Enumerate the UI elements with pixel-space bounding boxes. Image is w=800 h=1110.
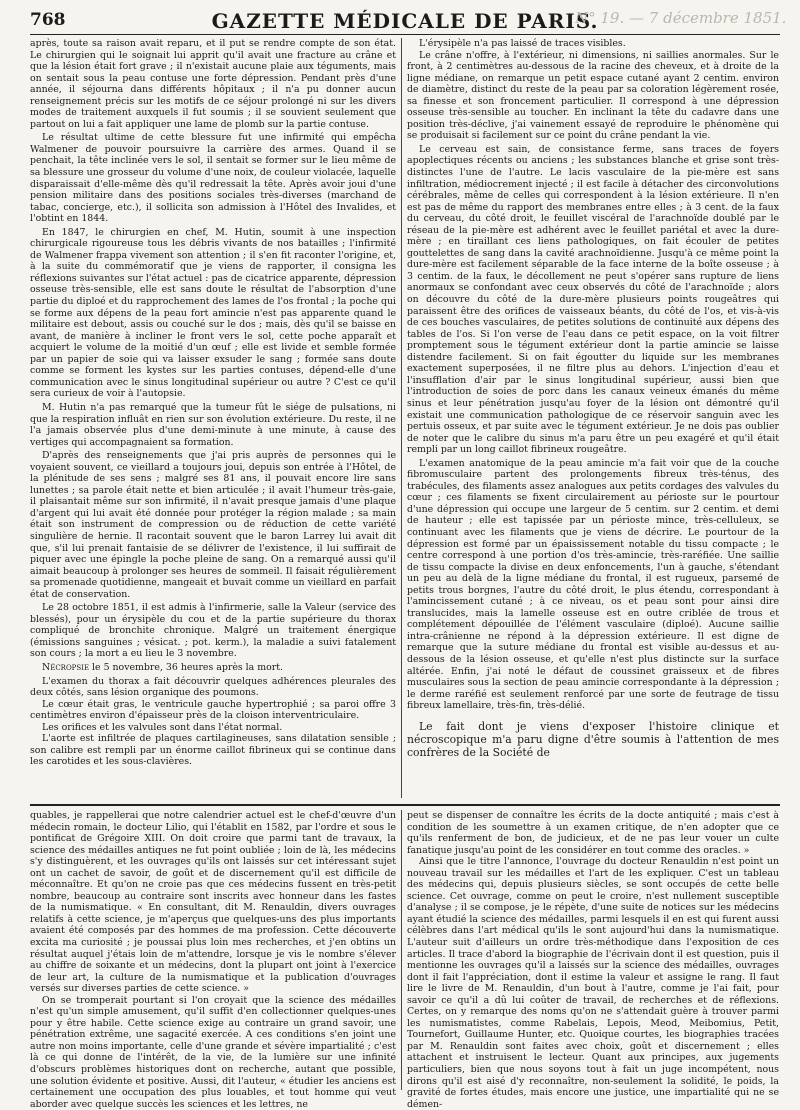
paragraph: L'aorte est infiltrée de plaques cartilagineuses, sans dilatation sensible ; son calibre est rempli par un énorme caillot fibrineux qui se continue dans les carotides et les sous-clavières. [30, 733, 396, 768]
paragraph: L'érysipèle n'a pas laissé de traces visibles. [419, 38, 626, 49]
column-divider [401, 38, 402, 798]
paragraph: Les orifices et les valvules sont dans l'état normal. [42, 721, 283, 733]
paragraph: On se tromperait pourtant si l'on croyait que la science des médailles n'est qu'un simple amusement, qu'il suffit d'en collectionner quelques-unes pour y être habile. Cette science exige au contraire un grand savoir, une pénétration extrême, une sagacité exercée. A ces conditions s'en joint une autre non moins importante, celle d'une grande et sévère impartialité ; c'est là ce qui donne de l'intérêt, de la vie, de la lumière sur une infinité d'obscurs problèmes historiques dont on recherche, autant que possible, une solution évidente et positive. Aussi, dit l'auteur, « étudier les anciens est certainement une occupation des plus louables, et tout homme qui veut aborder avec quelque succès les sciences et les lettres, ne [30, 994, 396, 1110]
paragraph: D'après des renseignements que j'ai pris auprès de personnes qui le voyaient souvent, ce vieillard a toujours joui, depuis son entrée à l'Hôtel, de la plénitude de ses sens ; malgré ses 81 ans, il pouvait encore lire sans lunettes ; sa parole était nette et bien articulée ; il avait l'humeur très-gaie, il plaisantait même sur son infirmité, il n'avait presque jamais d'une plaque d'argent qui lui avait été donnée pour protéger la région malade ; sa main était son instrument de compression ou de réduction de cette variété singulière de hernie. Il racontait souvent que le baron Larrey lui avait dit que, s'il lui prenait fantaisie de se délivrer de l'existence, il lui suffirait de piquer avec une épingle la poche pleine de sang. On a remarqué aussi qu'il aimait beaucoup à prolonger ses heures de sommeil. Il faisait régulièrement sa promenade quotidienne, mangeait et buvait comme un vieillard en parfait état de conservation. [30, 450, 396, 600]
paragraph: Le cœur était gras, le ventricule gauche hypertrophié ; sa paroi offre 3 centimètres environ d'épaisseur près de la cloison interventriculaire. [30, 698, 396, 722]
column-divider [401, 810, 402, 1090]
bottom-right-column [407, 810, 779, 1110]
paragraph: En 1847, le chirurgien en chef, M. Hutin, soumit à une inspection chirurgicale rigoureuse tous les débris vivants de nos batailles ; l'infirmité de Walmener frappa vivement son attention ; il s'en fit raconter l'origine, et, à la suite du commémoratif que je viens de rapporter, il consigna les réflexions suivantes sur l'état actuel : pas de cicatrice apparente, dépression osseuse très-sensible, elle est sans doute le résultat de l'absorption d'une partie du diploé et du rapprochement des lames de l'os frontal ; la poche qui se forme aux dépens de la peau fort amincie n'est pas apparente quand le militaire est debout, assis ou couché sur le dos ; mais, dès qu'il se baisse en avant, de manière à incliner le front vers le sol, cette poche apparaît et acquiert le volume de la moitié d'un œuf ; elle est livide et semble formée par un papier de soie qui va laisser exsuder le sang ; formée sans doute comme se forment les kystes sur les parties contuses, dépend-elle d'une communication avec le sinus longitudinal supérieur ou autre ? C'est ce qu'il sera curieux de voir à l'autopsie. [30, 226, 396, 400]
paragraph: Le fait dont je viens d'exposer l'histoire clinique et nécroscopique m'a paru digne d'être soumis à l'attention de mes confrères de la Société de [407, 719, 779, 759]
paragraph: M. Hutin n'a pas remarqué que la tumeur fût le siége de pulsations, ni que la respiration influât en rien sur son évolution extérieure. Du reste, il ne l'a jamais observée plus d'une demi-minute à une minute, à cause des vertiges qui accompagnaient sa formation. [30, 401, 396, 448]
top-right-column [407, 38, 779, 800]
bleed-through-text: N° 19. — 7 décembre 1851. [575, 9, 787, 27]
necropsy-text: le 5 novembre, 36 heures après la mort. [89, 661, 284, 673]
section-divider [30, 804, 780, 806]
paragraph: Le 28 octobre 1851, il est admis à l'infirmerie, salle la Valeur (service des blessés), pour un érysipèle du cou et de la partie supérieure du thorax compliqué de bronchite chronique. Malgré un traitement énergique (émissions sanguines ; vésicat. ; pot. kerm.), la maladie a suivi fatalement son cours ; la mort a eu lieu le 3 novembre. [30, 602, 396, 660]
paragraph: Le résultat ultime de cette blessure fut une infirmité qui empêcha Walmener de pouvoir poursuivre la carrière des armes. Quand il se penchait, la tête inclinée vers le sol, il sentait se former sur le lieu même de sa blessure une grosseur du volume d'une noix, de couleur violacée, laquelle disparaissait d'elle-même dès qu'il redressait la tête. Après avoir joui d'une pension militaire dans des positions sociales très-diverses (marchand de tabac, concierge, etc.), il sollicita son admission à l'Hôtel des Invalides, et l'obtint en 1844. [30, 132, 396, 225]
necropsy-label: Nécropsie [42, 661, 90, 673]
journal-title: GAZETTE MÉDICALE DE PARIS. [211, 9, 599, 33]
paragraph: après, toute sa raison avait reparu, et il put se rendre compte de son état. Le chirurgien qui le soignait lui apprit qu'il avait une fracture au crâne et que la lésion était fort grave ; il n'existait aucune plaie aux téguments, mais on sentait sous la peau contuse une forte dépression. Pendant près d'une année, il séjourna dans différents hôpitaux ; il n'a pu donner aucun renseignement précis sur les motifs de ce séjour prolongé ni sur les divers modes de traitement auxquels il fut soumis ; il se souvient seulement que partout on lui a fait appliquer une lame de plomb sur la partie contuse. [30, 38, 396, 130]
paragraph: L'examen du thorax a fait découvrir quelques adhérences pleurales des deux côtés, sans lésion organique des poumons. [30, 675, 396, 699]
paragraph: Le cerveau est sain, de consistance ferme, sans traces de foyers apoplectiques récents ou anciens ; les substances blanche et grise sont très-distinctes l'une de l'autre. Le lacis vasculaire de la pie-mère est sans infiltration, médiocrement injecté ; il est facile à détacher des circonvolutions cérébrales, même de celles qui correspondent à la lésion extérieure. Il n'en est pas de même du rapport des membranes entre elles ; à 3 cent. de la faux du cerveau, du côté droit, le feuillet viscéral de l'arachnoïde doublé par le réseau de la pie-mère est adhérent avec le feuillet pariétal et avec la dure-mère ; en tiraillant ces liens pathologiques, on fait écouler de petites gouttelettes de sang dans la cavité arachnoïdienne. Jusqu'à ce même point la dure-mère est facilement séparable de la face interne de la boîte osseuse ; à 3 centim. de la faux, le décollement ne peut s'opérer sans rupture de liens anormaux se confondant avec ceux observés du côté de l'arachnoïde ; alors on découvre du côté de la dure-mère plusieurs points rougeâtres qui paraissent être des orifices de vaisseaux béants, du côté de l'os, et vis-à-vis de ces bouches vasculaires, de petites solutions de continuité aux dépens des tables de l'os. Si l'on verse de l'eau dans ce petit espace, on la voit filtrer promptement sous le tégument extérieur dont la partie amincie se laisse distendre facilement. Si on fait égoutter du liquide sur les membranes exactement superposées, il ne filtre plus au dehors. L'injection d'eau et l'insufflation d'air par le sinus longitudinal supérieur, aussi bien que l'introduction de soies de porc dans les canaux veineux émanés du même sinus et leur pénétration jusqu'au foyer de la lésion ont démontré qu'il existait une communication pathologique de ce réservoir sanguin avec les pertuis osseux, et par suite avec le tégument extérieur. Je ne dois pas oublier de noter que le calibre du sinus m'a paru être un peu exagéré et qu'il était rempli par un long caillot fibrineux rougeâtre. [407, 143, 779, 456]
paragraph: peut se dispenser de connaître les écrits de la docte antiquité ; mais c'est à condition de les soumettre à un examen critique, de n'en adopter que ce qu'ils renferment de bon, de judicieux, et de ne pas leur vouer un culte fanatique jusqu'au point de les considérer en tout comme des oracles. » [407, 810, 779, 856]
necropsy-line [30, 662, 396, 674]
paragraph: quables, je rappellerai que notre calendrier actuel est le chef-d'œuvre d'un médecin romain, le docteur Lilio, qui l'établit en 1582, par l'ordre et sous le pontificat de Grégoire XIII. On doit croire que parmi tant de travaux, la science des médailles antiques ne fut point oubliée ; loin de là, les médecins s'y distinguèrent, et les ouvrages qu'ils ont laissés sur cet intéressant sujet ont un cachet de savoir, de goût et de discernement qu'il est difficile de méconnaître. Et qu'on ne croie pas que ces médecins fussent en très-petit nombre, beaucoup au contraire sont inscrits avec honneur dans les fastes de la numismatique. « En consultant, dit M. Renauldin, divers ouvrages relatifs à cette science, je m'aperçus que quelques-uns des plus importants avaient été composés par des hommes de ma profession. Cette découverte excita ma curiosité ; je poussai plus loin mes recherches, et j'en obtins un résultat auquel j'étais loin de m'attendre, lorsque je vis le nombre s'élever au chiffre de soixante et un médecins, dont la plupart ont joint à l'exercice de leur art, la culture de la numismatique et la publication d'ouvrages versés sur diverses parties de cette science. » [30, 810, 396, 995]
page-header [30, 8, 787, 35]
paragraph: Le crâne n'offre, à l'extérieur, ni dimensions, ni saillies anormales. Sur le front, à 2 centimètres au-dessous de la racine des cheveux, et à droite de la ligne médiane, on remarque un petit espace cutané ayant 2 centim. environ de diamètre, distinct du reste de la peau par sa coloration légèrement rosée, sa finesse et son froncement particulier. Il correspond à une dépression osseuse très-sensible au toucher. En inclinant la tête du cadavre dans une position très-déclive, j'ai vainement essayé de reproduire le phénomène qui se produisait si facilement sur ce point du crâne pendant la vie. [407, 49, 779, 142]
top-left-column [30, 38, 396, 800]
paragraph: Ainsi que le titre l'annonce, l'ouvrage du docteur Renauldin n'est point un nouveau travail sur les médailles et l'art de les expliquer. C'est un tableau des médecins qui, depuis plusieurs siècles, se sont occupés de cette belle science. Cet ouvrage, comme on peut le croire, n'est nullement susceptible d'analyse ; il se compose, je le répète, d'une suite de notices sur les médecins ayant étudié la science des médailles, parmi lesquels il en est qui furent aussi célèbres dans l'art médical qu'ils le sont aujourd'hui dans la numismatique. L'auteur suit d'ailleurs un ordre très-méthodique dans l'exposition de ces articles. Il trace d'abord la biographie de l'écrivain dont il est question, puis il mentionne les ouvrages qu'il a laissés sur la science des médailles, ouvrages dont il fait l'appréciation, dont il estime la valeur et assigne le rang. Il faut lire le livre de M. Renauldin, d'un bout à l'autre, comme je l'ai fait, pour savoir ce qu'il a dû lui coûter de travail, de recherches et de réflexions. Certes, on y remarque des noms qu'on ne s'attendait guère à trouver parmi les numismatistes, comme Rabelais, Lepois, Meod, Meibomius, Petit, Tournefort, Guillaume Hunter, etc. Quoique courtes, les biographies tracées par M. Renauldin sont faites avec choix, goût et discernement ; elles attachent et instruisent le lecteur. Quant aux principes, aux jugements particuliers, bien que nous soyons tout à fait un juge incompétent, nous dirons qu'il est aisé d'y reconnaître, non-seulement la solidité, le poids, la gravité de fortes études, mais encore une justice, une impartialité qui ne se démen- [407, 856, 779, 1110]
bottom-left-column [30, 810, 396, 1110]
paragraph: L'examen anatomique de la peau amincie m'a fait voir que de la couche fibromusculaire partent des prolongements fibreux très-ténus, des trabécules, des filaments assez analogues aux petits cordages des valvules du cœur ; ces filaments se fixent circulairement au périoste sur le pourtour d'une dépression qui occupe une largeur de 5 centim. sur 2 centim. et demi de hauteur ; elle est tapissée par un périoste mince, très-celluleux, se continuant avec les filaments que je viens de décrire. Le pourtour de la dépression est formé par un épaississement notable du tissu compacte ; le centre correspond à une portion d'os très-amincie, très-raréfiée. Une saillie de tissu compacte la divise en deux enfoncements, l'un à gauche, s'étendant un peu au delà de la ligne médiane du frontal, il est rugueux, parsemé de petits trous borgnes, l'autre du côté droit, le plus étendu, correspondant à l'amincissement cutané ; à ce niveau, os et peau sont pour ainsi dire translucides, mais la lamelle osseuse est en outre criblée de trous et complétement dépouillée de l'élément vasculaire (diploé). Aucune saillie intra-crânienne ne répond à la dépression extérieure. Il est digne de remarque que la suture médiane du frontal est visible au-dessus et au-dessous de la lésion osseuse, et qu'elle n'est plus distincte sur la surface altérée. Enfin, j'ai noté le défaut de coussinet graisseux et de fibres musculaires sous la section de peau amincie correspondante à la dépression ; le derme raréfié est seulement renforcé par une sorte de feutrage de tissu fibreux lamellaire, très-fin, très-délié. [407, 457, 779, 712]
page-number: 768 [30, 10, 66, 30]
